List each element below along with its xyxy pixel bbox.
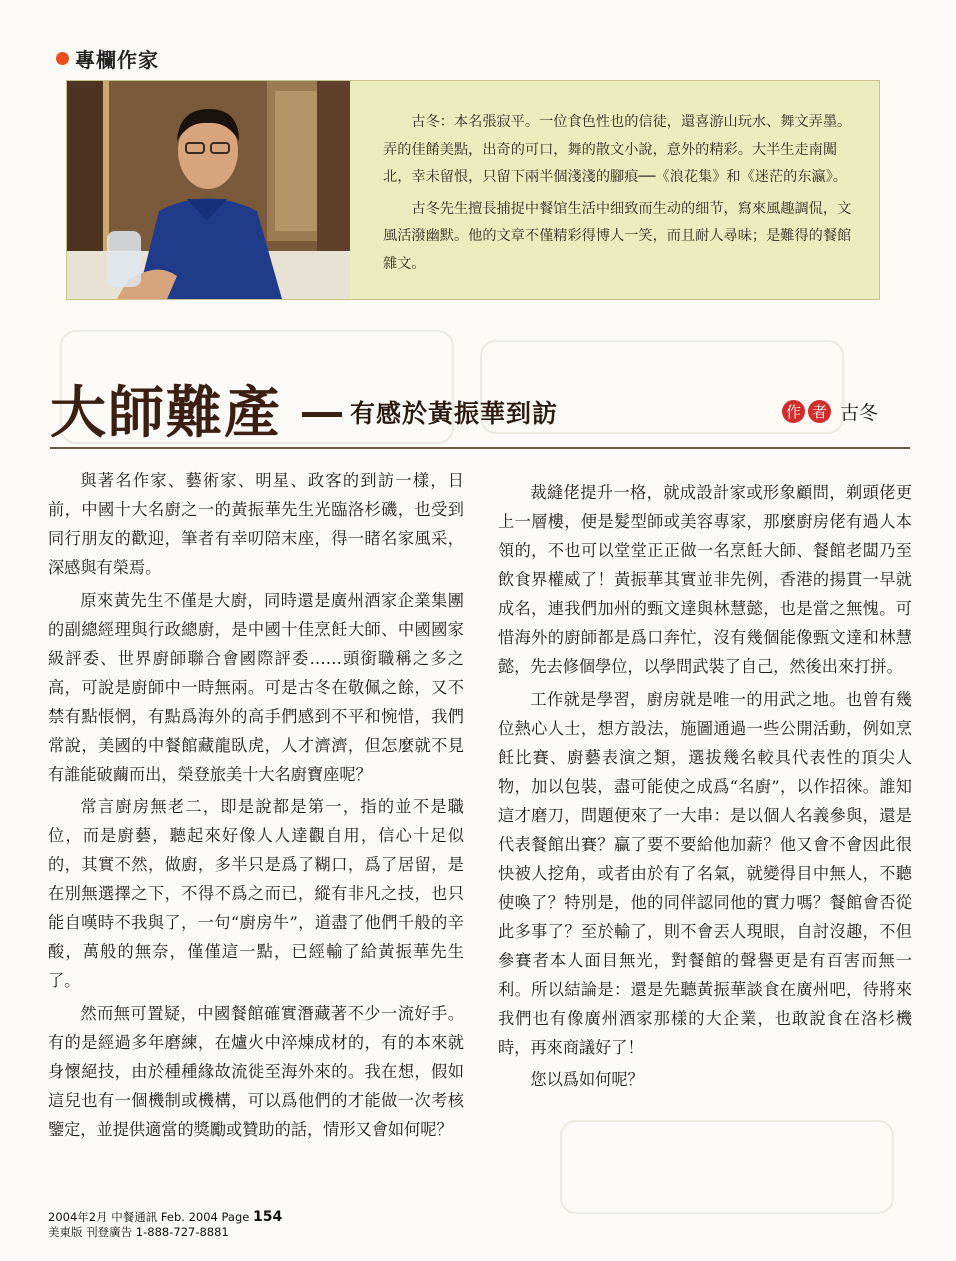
author-banner xyxy=(66,80,880,300)
article-headline xyxy=(50,381,910,446)
article-paragraph: 工作就是學習，廚房就是唯一的用武之地。也曾有幾位熱心人士，想方設法，施圖通過一些公開活動，例如烹飪比賽、廚藝表演之類，選拔幾名較具代表性的頂尖人物，加以包裝，盡可能使之成爲“名廚”，以作招徠。誰知這才磨刀，問題便來了一大串：是以個人名義參與，還是代表餐館出賽？贏了要不要給他加薪？他又會不會因此很快被人挖角，或者由於有了名氣，就變得目中無人，不聽使喚了？特別是，他的同伴認同他的實力嗎？餐館會否從此多事了？至於輸了，則不會丟人現眼，自討沒趣，不但參賽者本人面目無光，對餐館的聲譽更是有百害而無一利。所以結論是：還是先聽黃振華談食在廣州吧，待將來我們也有像廣州酒家那樣的大企業，也敢說食在洛杉機時，再來商議好了！ xyxy=(498,689,912,1057)
headline-rule xyxy=(50,447,910,449)
show-through-shape xyxy=(560,1120,894,1214)
article-paragraph: 裁縫佬提升一格，就成設計家或形象顧問，剃頭佬更上一層樓，便是髮型師或美容專家，那麼廚房佬有過人本領的，不也可以堂堂正正做一名烹飪大師、餐館老闆乃至飲食界權威了！黃振華其實並非先例，香港的揚貫一早就成名，連我們加州的甄文達與林慧懿，也是當之無愧。可惜海外的廚師都是爲口奔忙，沒有幾個能像甄文達和林慧懿，先去修個學位，以學問武裝了自己，然後出來打拼。 xyxy=(498,483,912,676)
headline-title: 大師難產 xyxy=(50,381,282,446)
author-bio xyxy=(383,109,855,282)
column-tag-label: 專欄作家 xyxy=(75,48,159,72)
bio-paragraph: 古冬先生擅長捕捉中餐馆生活中细致而生动的细节，寫來風趣調侃，文風活潑幽默。他的文章不僅精彩得博人一笑，而且耐人尋味；是難得的餐館雜文。 xyxy=(383,200,852,272)
page-footer xyxy=(48,1210,282,1240)
headline-subtitle: 有感於黃振華到訪 xyxy=(350,399,559,428)
page-number: 154 xyxy=(252,1209,283,1225)
author-photo-illustration xyxy=(67,81,350,299)
byline-author: 古冬 xyxy=(840,402,879,424)
headline-dash xyxy=(302,412,342,417)
byline-badge: 者 xyxy=(808,400,831,423)
author-photo xyxy=(67,81,350,299)
footer-line-1 xyxy=(48,1210,282,1225)
article-paragraph: 您以爲如何呢？ xyxy=(530,1070,644,1089)
column-tag xyxy=(56,44,159,73)
article-column-right xyxy=(498,478,912,1098)
footer-line-2: 美東版 刊登廣告 1-888-727-8881 xyxy=(48,1225,229,1239)
footer-date: 2004年2月 中餐通訊 Feb. 2004 Page xyxy=(48,1210,250,1224)
article-paragraph: 原來黃先生不僅是大廚，同時還是廣州酒家企業集團的副總經理與行政總廚，是中國十佳烹飪大師、中國國家級評委、世界廚師聯合會國際評委……頭銜職稱之多之高，可說是廚師中一時無兩。可是古冬在敬佩之餘，又不禁有點悵惘，有點爲海外的高手們感到不平和惋惜，我們常說，美國的中餐館藏龍臥虎，人才濟濟，但怎麼就不見有誰能破繭而出，榮登旅美十大名廚寶座呢？ xyxy=(48,590,464,784)
article-column-left xyxy=(48,466,464,1147)
byline xyxy=(782,398,878,425)
bullet-dot-icon xyxy=(56,52,69,65)
byline-badge: 作 xyxy=(782,400,805,423)
article-paragraph: 與著名作家、藝術家、明星、政客的到訪一樣，日前，中國十大名廚之一的黃振華先生光臨洛杉磯，也受到同行朋友的歡迎，筆者有幸叨陪末座，得一睹名家風采，深感與有榮焉。 xyxy=(48,471,464,577)
bio-paragraph: 古冬：本名張寂平。一位食色性也的信徒，還喜游山玩水、舞文弄墨。弄的佳餚美點，出奇的可口，舞的散文小說，意外的精彩。大半生走南闖北，幸未留恨，只留下兩半個淺淺的腳痕──《浪花集》和《迷茫的东瀛》。 xyxy=(383,114,852,185)
article-paragraph: 常言廚房無老二，即是說都是第一，指的並不是職位，而是廚藝，聽起來好像人人達觀自用，信心十足似的，其實不然，做廚，多半只是爲了糊口，爲了居留，是在別無選擇之下，不得不爲之而已，縱有非凡之技，也只能自嘆時不我與了，一句“廚房牛”，道盡了他們千般的辛酸，萬般的無奈，僅僅這一點，已經輸了給黃振華先生了。 xyxy=(48,797,464,990)
article-paragraph: 然而無可置疑，中國餐館確實潛藏著不少一流好手。有的是經過多年磨練，在爐火中淬煉成材的，有的本來就身懷絕技，由於種種緣故流徙至海外來的。我在想，假如這兒也有一個機制或機構，可以爲他們的才能做一次考核鑒定，並提供適當的獎勵或贊助的話，情形又會如何呢？ xyxy=(48,1003,464,1139)
